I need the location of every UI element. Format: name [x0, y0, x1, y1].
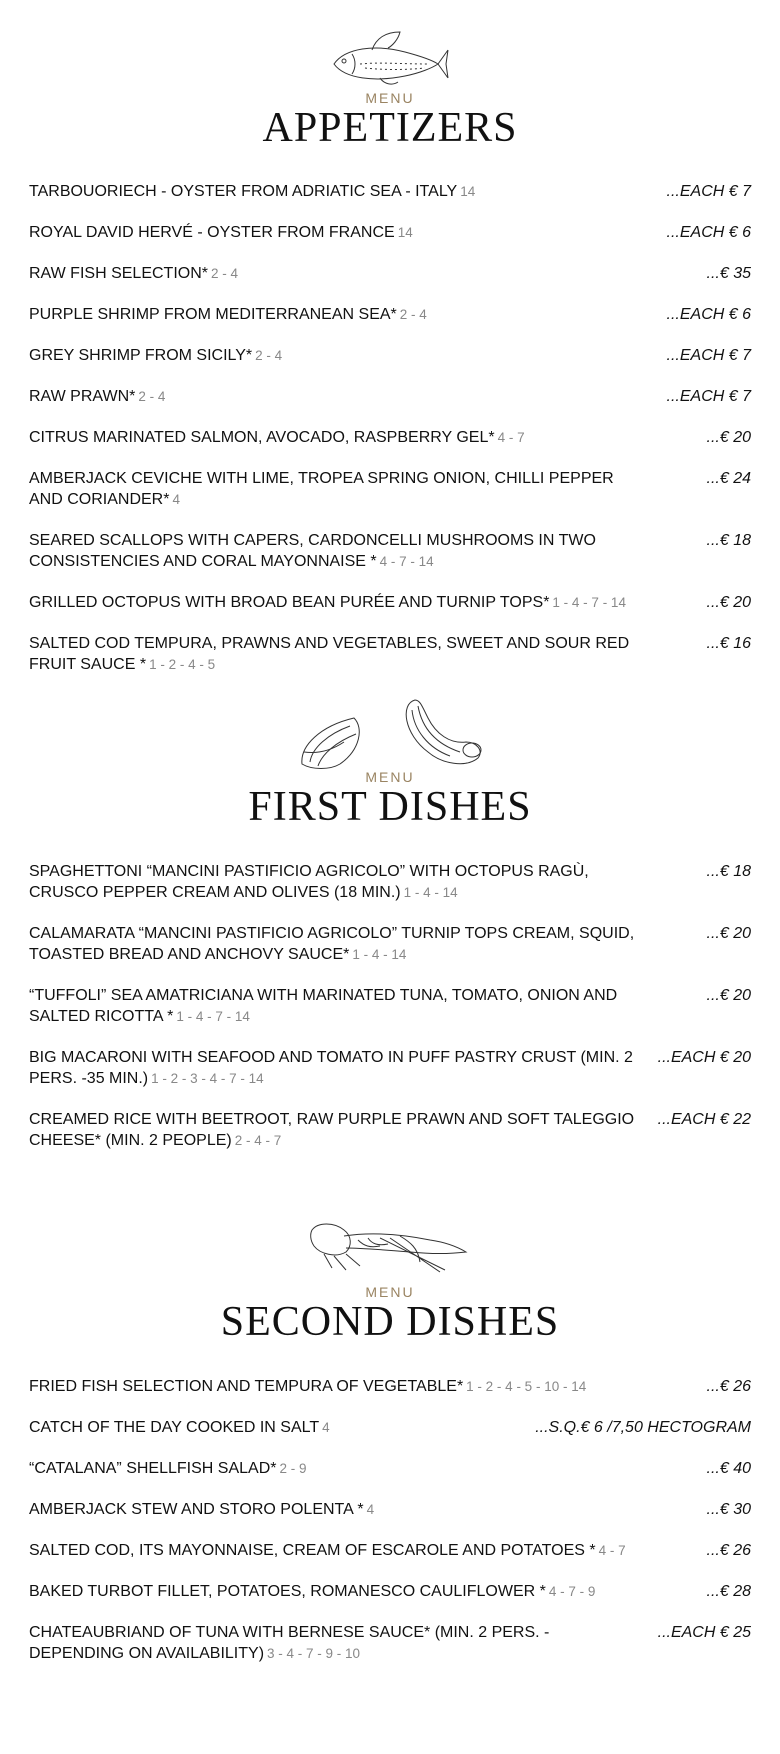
item-allergens: 14 [397, 225, 413, 240]
item-price: ...€ 20 [706, 594, 751, 611]
item-name: CREAMED RICE WITH BEETROOT, RAW PURPLE PRAWN AND SOFT TALEGGIO CHEESE* (MIN. 2 PEOPLE) [29, 1111, 635, 1149]
item-name: AMBERJACK STEW AND STORO POLENTA * [29, 1501, 364, 1518]
menu-item [29, 1376, 751, 1397]
item-name: BAKED TURBOT FILLET, POTATOES, ROMANESCO CAULIFLOWER * [29, 1583, 546, 1600]
item-price: ...EACH € 22 [657, 1111, 751, 1128]
item-name: TARBOUORIECH - OYSTER FROM ADRIATIC SEA - ITALY [29, 183, 458, 200]
item-price: ...EACH € 6 [666, 306, 751, 323]
item-price: ...€ 28 [706, 1583, 751, 1600]
pasta-icon [0, 694, 780, 774]
item-name: PURPLE SHRIMP FROM MEDITERRANEAN SEA* [29, 306, 397, 323]
item-price: ...€ 18 [706, 863, 751, 880]
item-allergens: 4 - 7 [598, 1543, 626, 1558]
menu-item [29, 1499, 751, 1520]
item-price: ...€ 26 [706, 1378, 751, 1395]
item-allergens: 4 - 7 - 9 [548, 1584, 596, 1599]
menu-item [29, 1458, 751, 1479]
item-name: “CATALANA” SHELLFISH SALAD* [29, 1460, 277, 1477]
section-kicker: MENU [365, 769, 415, 785]
section-kicker: MENU [365, 1284, 415, 1300]
item-name: GRILLED OCTOPUS WITH BROAD BEAN PURÉE AND TURNIP TOPS* [29, 594, 550, 611]
item-allergens: 14 [460, 184, 476, 199]
section-kicker: MENU [365, 90, 415, 106]
item-allergens: 2 - 4 [138, 389, 166, 404]
item-allergens: 1 - 2 - 3 - 4 - 7 - 14 [151, 1071, 264, 1086]
item-name: AMBERJACK CEVICHE WITH LIME, TROPEA SPRING ONION, CHILLI PEPPER AND CORIANDER* [29, 470, 614, 508]
menu-item [29, 592, 751, 613]
menu-item [29, 1622, 751, 1664]
item-allergens: 3 - 4 - 7 - 9 - 10 [267, 1646, 361, 1661]
item-allergens: 1 - 4 - 14 [403, 885, 458, 900]
item-allergens: 1 - 4 - 14 [352, 947, 407, 962]
item-allergens: 2 - 9 [279, 1461, 307, 1476]
menu-item [29, 1417, 751, 1438]
item-name: SALTED COD TEMPURA, PRAWNS AND VEGETABLES, SWEET AND SOUR RED FRUIT SAUCE * [29, 635, 630, 673]
menu-item [29, 1109, 751, 1151]
item-price: ...€ 24 [706, 470, 751, 487]
item-name: RAW FISH SELECTION* [29, 265, 208, 282]
menu-item [29, 530, 751, 572]
item-name: CATCH OF THE DAY COOKED IN SALT [29, 1419, 320, 1436]
item-allergens: 1 - 4 - 7 - 14 [552, 595, 626, 610]
item-price: ...€ 30 [706, 1501, 751, 1518]
item-name: SPAGHETTONI “MANCINI PASTIFICIO AGRICOLO” WITH OCTOPUS RAGÙ, CRUSCO PEPPER CREAM AND OLIVES (18 MIN.) [29, 863, 589, 901]
item-price: ...EACH € 7 [666, 347, 751, 364]
item-name: SALTED COD, ITS MAYONNAISE, CREAM OF ESCAROLE AND POTATOES * [29, 1542, 596, 1559]
item-allergens: 1 - 2 - 4 - 5 - 10 - 14 [466, 1379, 587, 1394]
item-name: “TUFFOLI” SEA AMATRICIANA WITH MARINATED TUNA, TOMATO, ONION AND SALTED RICOTTA * [29, 987, 618, 1025]
item-name: FRIED FISH SELECTION AND TEMPURA OF VEGETABLE* [29, 1378, 464, 1395]
menu-item [29, 427, 751, 448]
item-name: ROYAL DAVID HERVÉ - OYSTER FROM FRANCE [29, 224, 395, 241]
item-price: ...€ 16 [706, 635, 751, 652]
menu-item [29, 923, 751, 965]
item-price: ...€ 20 [706, 987, 751, 1004]
item-price: ...€ 20 [706, 925, 751, 942]
item-allergens: 2 - 4 [399, 307, 427, 322]
item-price: ...EACH € 25 [657, 1624, 751, 1641]
section-title: SECOND DISHES [220, 1299, 560, 1345]
item-price: ...EACH € 7 [666, 183, 751, 200]
lobster-icon [0, 1218, 780, 1274]
item-price: ...S.Q.€ 6 /7,50 HECTOGRAM [535, 1419, 751, 1436]
menu-item [29, 985, 751, 1027]
item-price: ...EACH € 7 [666, 388, 751, 405]
item-allergens: 4 [322, 1420, 330, 1435]
section-title: APPETIZERS [262, 105, 518, 151]
menu-item [29, 386, 751, 407]
item-allergens: 2 - 4 [210, 266, 238, 281]
menu-item [29, 304, 751, 325]
item-price: ...€ 40 [706, 1460, 751, 1477]
menu-item [29, 1047, 751, 1089]
item-name: CHATEAUBRIAND OF TUNA WITH BERNESE SAUCE* (MIN. 2 PERS. - DEPENDING ON AVAILABILITY) [29, 1624, 550, 1662]
item-allergens: 4 [366, 1502, 375, 1517]
menu-item [29, 263, 751, 284]
item-name: CALAMARATA “MANCINI PASTIFICIO AGRICOLO” TURNIP TOPS CREAM, SQUID, TOASTED BREAD AND ANCHOVY SAUCE* [29, 925, 635, 963]
menu-item [29, 861, 751, 903]
item-price: ...€ 18 [706, 532, 751, 549]
item-name: GREY SHRIMP FROM SICILY* [29, 347, 253, 364]
item-allergens: 2 - 4 [255, 348, 283, 363]
item-name: BIG MACARONI WITH SEAFOOD AND TOMATO IN PUFF PASTRY CRUST (MIN. 2 PERS. -35 MIN.) [29, 1049, 633, 1087]
item-allergens: 4 [172, 492, 180, 507]
item-price: ...€ 35 [706, 265, 751, 282]
item-price: ...EACH € 6 [666, 224, 751, 241]
menu-item [29, 1540, 751, 1561]
fish-icon [0, 24, 780, 86]
item-allergens: 1 - 2 - 4 - 5 [149, 657, 216, 672]
menu-item [29, 1581, 751, 1602]
item-name: RAW PRAWN* [29, 388, 136, 405]
menu-item [29, 181, 751, 202]
menu-item [29, 345, 751, 366]
item-name: CITRUS MARINATED SALMON, AVOCADO, RASPBERRY GEL* [29, 429, 495, 446]
item-allergens: 1 - 4 - 7 - 14 [176, 1009, 250, 1024]
section-title: FIRST DISHES [248, 784, 532, 830]
menu-item [29, 222, 751, 243]
item-allergens: 4 - 7 [497, 430, 525, 445]
menu-item [29, 468, 751, 510]
item-allergens: 4 - 7 - 14 [379, 554, 434, 569]
item-price: ...EACH € 20 [657, 1049, 751, 1066]
item-price: ...€ 20 [706, 429, 751, 446]
menu-item [29, 633, 751, 675]
item-allergens: 2 - 4 - 7 [234, 1133, 282, 1148]
item-price: ...€ 26 [706, 1542, 751, 1559]
item-name: SEARED SCALLOPS WITH CAPERS, CARDONCELLI MUSHROOMS IN TWO CONSISTENCIES AND CORAL MAYONNAISE * [29, 532, 596, 570]
